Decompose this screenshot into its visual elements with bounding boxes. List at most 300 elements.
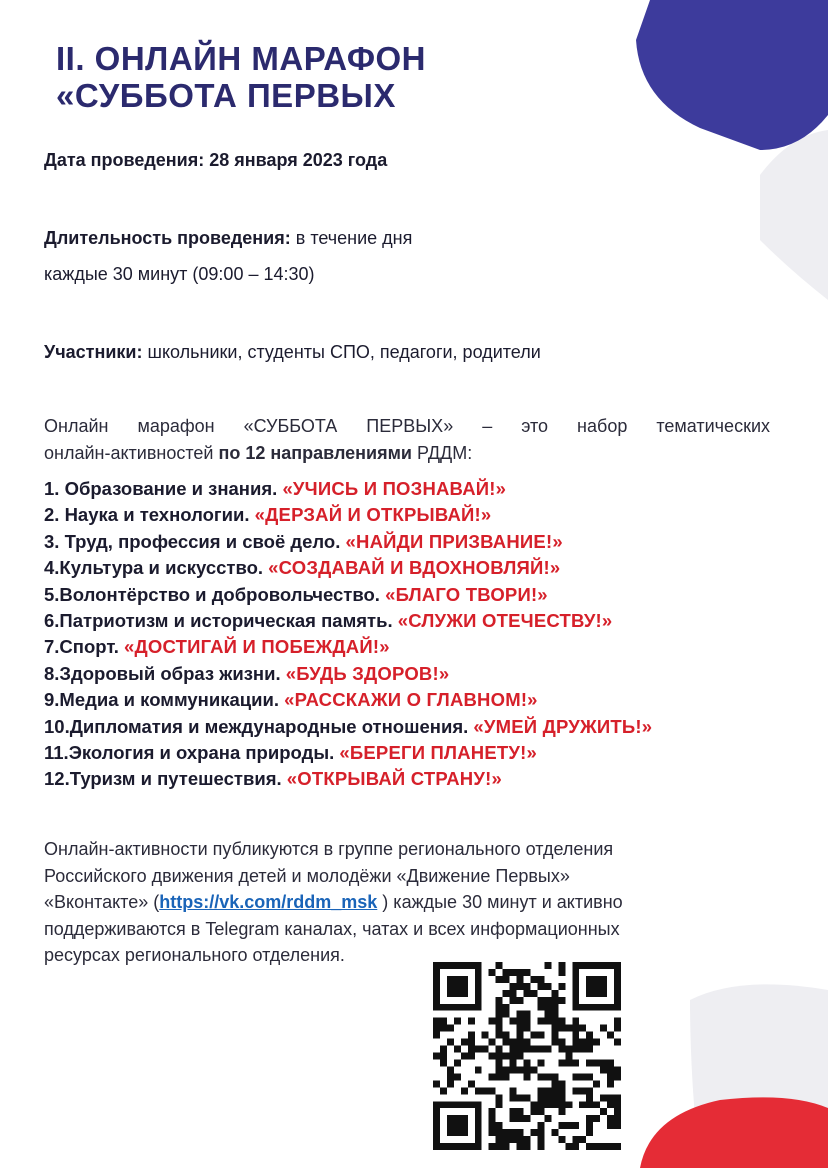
qr-module: [517, 1094, 524, 1101]
qr-module: [565, 1122, 572, 1129]
qr-module: [503, 1143, 510, 1150]
qr-module: [496, 1046, 503, 1053]
slogan: «УМЕЙ ДРУЖИТЬ!»: [473, 715, 653, 737]
footer-line-5: ресурсах регионального отделения.: [44, 945, 345, 965]
qr-module: [586, 976, 593, 983]
qr-module: [614, 997, 621, 1004]
qr-module: [530, 976, 537, 983]
qr-module: [510, 1129, 517, 1136]
qr-module: [614, 1073, 621, 1080]
qr-module: [558, 1101, 565, 1108]
qr-module: [475, 1066, 482, 1073]
qr-module: [544, 1094, 551, 1101]
qr-module: [468, 962, 475, 969]
qr-module: [579, 1136, 586, 1143]
qr-module: [551, 1073, 558, 1080]
event-duration: [44, 228, 412, 249]
qr-module: [586, 962, 593, 969]
qr-module: [503, 1066, 510, 1073]
qr-module: [454, 1115, 461, 1122]
qr-module: [537, 1087, 544, 1094]
qr-module: [510, 1018, 517, 1025]
qr-module: [544, 1073, 551, 1080]
qr-module: [517, 969, 524, 976]
qr-module: [475, 1122, 482, 1129]
qr-module: [593, 1039, 600, 1046]
qr-module: [558, 1046, 565, 1053]
grey-shape-top-right: [760, 130, 828, 300]
qr-module: [454, 976, 461, 983]
qr-module: [489, 1108, 496, 1115]
qr-module: [496, 1059, 503, 1066]
qr-module: [607, 1101, 614, 1108]
qr-module: [614, 1004, 621, 1011]
slogan: «СОЗДАВАЙ И ВДОХНОВЛЯЙ!»: [268, 557, 561, 579]
qr-module: [454, 1004, 461, 1011]
qr-module: [461, 1122, 468, 1129]
qr-module: [607, 1080, 614, 1087]
qr-module: [489, 1129, 496, 1136]
qr-module: [510, 1115, 517, 1122]
qr-module: [614, 1025, 621, 1032]
qr-module: [572, 1122, 579, 1129]
qr-module: [475, 1115, 482, 1122]
qr-module: [496, 962, 503, 969]
directions-list: [44, 478, 652, 795]
slogan: «ДЕРЗАЙ И ОТКРЫВАЙ!»: [254, 504, 492, 526]
qr-module: [530, 1108, 537, 1115]
qr-module: [503, 1073, 510, 1080]
qr-module: [565, 1046, 572, 1053]
qr-module: [565, 1059, 572, 1066]
qr-module: [510, 1046, 517, 1053]
qr-code-icon[interactable]: [433, 962, 621, 1150]
qr-module: [593, 962, 600, 969]
qr-module: [551, 1039, 558, 1046]
qr-module: [496, 1025, 503, 1032]
slogan: «НАЙДИ ПРИЗВАНИЕ!»: [345, 530, 563, 552]
qr-module: [489, 1018, 496, 1025]
qr-module: [468, 1101, 475, 1108]
qr-module: [572, 1046, 579, 1053]
vk-group-link[interactable]: https://vk.com/rddm_msk: [159, 892, 378, 912]
qr-module: [593, 1101, 600, 1108]
qr-module: [468, 1004, 475, 1011]
qr-module: [572, 1087, 579, 1094]
qr-module: [586, 1087, 593, 1094]
qr-module: [440, 1004, 447, 1011]
qr-module: [517, 1143, 524, 1150]
qr-module: [517, 1136, 524, 1143]
qr-module: [475, 1136, 482, 1143]
qr-module: [607, 1032, 614, 1039]
qr-module: [558, 1039, 565, 1046]
qr-module: [614, 1018, 621, 1025]
list-item: 4.Культура и искусство. «СОЗДАВАЙ И ВДОХНОВЛЯЙ!»: [44, 557, 561, 579]
qr-module: [524, 1066, 531, 1073]
qr-module: [537, 1073, 544, 1080]
qr-module: [517, 1108, 524, 1115]
qr-module: [433, 1032, 440, 1039]
qr-module: [600, 976, 607, 983]
event-participants: [44, 342, 541, 363]
qr-module: [558, 962, 565, 969]
qr-module: [510, 983, 517, 990]
qr-module: [524, 983, 531, 990]
qr-module: [517, 997, 524, 1004]
slogan: «УЧИСЬ И ПОЗНАВАЙ!»: [282, 478, 507, 499]
qr-module: [544, 1115, 551, 1122]
qr-module: [565, 1143, 572, 1150]
qr-module: [537, 1004, 544, 1011]
qr-module: [496, 1136, 503, 1143]
qr-module: [572, 1032, 579, 1039]
qr-module: [524, 1018, 531, 1025]
intro-line-1: Онлайн марафон «СУББОТА ПЕРВЫХ» – это набор тематических: [44, 416, 770, 436]
qr-module: [607, 1094, 614, 1101]
qr-module: [447, 983, 454, 990]
qr-module: [558, 1018, 565, 1025]
qr-module: [496, 1011, 503, 1018]
qr-module: [468, 1018, 475, 1025]
qr-module: [544, 962, 551, 969]
qr-module: [433, 1129, 440, 1136]
slogan: «ОТКРЫВАЙ СТРАНУ!»: [286, 768, 502, 790]
qr-module: [454, 1143, 461, 1150]
qr-module: [565, 1025, 572, 1032]
qr-module: [510, 969, 517, 976]
qr-module: [607, 1115, 614, 1122]
qr-module: [482, 1032, 489, 1039]
qr-module: [524, 1136, 531, 1143]
qr-module: [593, 1080, 600, 1087]
qr-module: [558, 1059, 565, 1066]
qr-module: [586, 1122, 593, 1129]
qr-module: [551, 1011, 558, 1018]
qr-module: [524, 1143, 531, 1150]
qr-module: [558, 1136, 565, 1143]
qr-module: [461, 1129, 468, 1136]
qr-module: [593, 976, 600, 983]
qr-module: [600, 1025, 607, 1032]
qr-module: [558, 969, 565, 976]
qr-module: [544, 997, 551, 1004]
qr-module: [461, 962, 468, 969]
qr-module: [530, 1046, 537, 1053]
qr-module: [454, 1046, 461, 1053]
qr-module: [517, 1129, 524, 1136]
list-item: 3. Труд, профессия и своё дело. «НАЙДИ ПРИЗВАНИЕ!»: [44, 530, 563, 552]
qr-module: [524, 1094, 531, 1101]
qr-module: [551, 1094, 558, 1101]
qr-module: [433, 1025, 440, 1032]
qr-module: [614, 990, 621, 997]
participants-value: школьники, студенты СПО, педагоги, родители: [147, 342, 541, 362]
qr-module: [503, 1039, 510, 1046]
qr-module: [517, 1018, 524, 1025]
qr-module: [489, 1115, 496, 1122]
qr-module: [614, 1039, 621, 1046]
qr-module: [496, 1122, 503, 1129]
qr-module: [517, 1115, 524, 1122]
qr-module: [551, 997, 558, 1004]
qr-module: [593, 1115, 600, 1122]
qr-module: [447, 976, 454, 983]
slogan: «СЛУЖИ ОТЕЧЕСТВУ!»: [397, 609, 613, 631]
qr-module: [586, 1039, 593, 1046]
qr-module: [475, 1108, 482, 1115]
qr-module: [503, 976, 510, 983]
qr-module: [537, 1101, 544, 1108]
qr-module: [558, 1108, 565, 1115]
qr-module: [433, 962, 440, 969]
qr-module: [517, 1011, 524, 1018]
qr-module: [600, 1066, 607, 1073]
qr-module: [572, 1059, 579, 1066]
title-line-2: «СУББОТА ПЕРВЫХ: [56, 77, 396, 114]
slogan: «БУДЬ ЗДОРОВ!»: [285, 662, 450, 684]
slogan: «РАССКАЖИ О ГЛАВНОМ!»: [284, 689, 538, 711]
qr-module: [614, 983, 621, 990]
qr-module: [433, 1004, 440, 1011]
qr-module: [475, 1101, 482, 1108]
qr-module: [475, 990, 482, 997]
qr-module: [433, 1080, 440, 1087]
event-date: [44, 150, 387, 171]
qr-module: [454, 990, 461, 997]
list-item: 10.Дипломатия и международные отношения. «УМЕЙ ДРУЖИТЬ!»: [44, 715, 653, 737]
qr-module: [586, 1115, 593, 1122]
qr-module: [440, 1087, 447, 1094]
qr-module: [537, 1129, 544, 1136]
qr-module: [600, 983, 607, 990]
qr-module: [614, 976, 621, 983]
footer-paragraph: [44, 836, 770, 969]
qr-module: [475, 1143, 482, 1150]
qr-module: [586, 990, 593, 997]
footer-line-1: Онлайн-активности публикуются в группе регионального отделения: [44, 839, 614, 859]
qr-module: [468, 1046, 475, 1053]
qr-module: [614, 1143, 621, 1150]
qr-module: [510, 1108, 517, 1115]
qr-module: [482, 1087, 489, 1094]
qr-module: [475, 997, 482, 1004]
duration-label: Длительность проведения:: [44, 228, 291, 248]
list-item: 12.Туризм и путешествия. «ОТКРЫВАЙ СТРАНУ!»: [44, 768, 502, 790]
qr-module: [579, 1004, 586, 1011]
qr-module: [503, 1032, 510, 1039]
qr-module: [447, 1080, 454, 1087]
qr-module: [558, 1122, 565, 1129]
date-label: Дата проведения:: [44, 150, 205, 170]
qr-module: [524, 1011, 531, 1018]
qr-module: [558, 1087, 565, 1094]
qr-module: [607, 962, 614, 969]
qr-module: [433, 990, 440, 997]
qr-module: [551, 1087, 558, 1094]
qr-module: [440, 962, 447, 969]
qr-module: [503, 1004, 510, 1011]
qr-module: [524, 1039, 531, 1046]
qr-module: [517, 1032, 524, 1039]
qr-module: [524, 969, 531, 976]
qr-module: [510, 1094, 517, 1101]
qr-module: [440, 1143, 447, 1150]
qr-module: [510, 1136, 517, 1143]
qr-module: [496, 1143, 503, 1150]
qr-module: [447, 1115, 454, 1122]
qr-module: [586, 983, 593, 990]
qr-module: [544, 1011, 551, 1018]
qr-module: [551, 1080, 558, 1087]
qr-module: [558, 1080, 565, 1087]
qr-module: [433, 1053, 440, 1060]
qr-module: [551, 1032, 558, 1039]
qr-module: [454, 1101, 461, 1108]
qr-module: [461, 1115, 468, 1122]
qr-module: [572, 1039, 579, 1046]
qr-module: [537, 1094, 544, 1101]
qr-module: [586, 1032, 593, 1039]
qr-module: [614, 1108, 621, 1115]
qr-module: [503, 1136, 510, 1143]
qr-module: [579, 1039, 586, 1046]
duration-value: в течение дня: [295, 228, 413, 248]
qr-module: [496, 976, 503, 983]
qr-module: [537, 1059, 544, 1066]
slogan: «ДОСТИГАЙ И ПОБЕЖДАЙ!»: [124, 636, 390, 658]
qr-module: [544, 1101, 551, 1108]
qr-module: [537, 1143, 544, 1150]
qr-module: [447, 1143, 454, 1150]
qr-module: [524, 1059, 531, 1066]
qr-module: [524, 1025, 531, 1032]
qr-module: [537, 976, 544, 983]
slogan: «БЕРЕГИ ПЛАНЕТУ!»: [339, 741, 537, 763]
qr-module: [607, 1143, 614, 1150]
footer-line-3: «Вконтакте» (https://vk.com/rddm_msk ) каждые 30 минут и активно: [44, 892, 623, 912]
qr-module: [496, 1101, 503, 1108]
qr-module: [475, 1087, 482, 1094]
qr-module: [558, 1025, 565, 1032]
qr-module: [579, 1025, 586, 1032]
qr-module: [600, 1059, 607, 1066]
qr-module: [544, 1004, 551, 1011]
qr-module: [517, 1053, 524, 1060]
qr-module: [572, 962, 579, 969]
qr-module: [447, 1122, 454, 1129]
qr-module: [517, 1066, 524, 1073]
qr-module: [524, 1115, 531, 1122]
qr-module: [537, 1136, 544, 1143]
qr-module: [537, 983, 544, 990]
qr-module: [489, 969, 496, 976]
qr-module: [572, 1136, 579, 1143]
qr-module: [510, 997, 517, 1004]
qr-module: [551, 990, 558, 997]
qr-module: [461, 1143, 468, 1150]
qr-module: [496, 1053, 503, 1060]
qr-module: [600, 1108, 607, 1115]
qr-module: [572, 990, 579, 997]
qr-module: [544, 1046, 551, 1053]
qr-module: [586, 1059, 593, 1066]
qr-module: [461, 983, 468, 990]
qr-module: [468, 1080, 475, 1087]
qr-module: [579, 1073, 586, 1080]
qr-module: [447, 1129, 454, 1136]
qr-module: [433, 1143, 440, 1150]
qr-module: [482, 1046, 489, 1053]
list-item: 2. Наука и технологии. «ДЕРЗАЙ И ОТКРЫВАЙ!»: [44, 504, 492, 526]
list-item: 5.Волонтёрство и добровольчество. «БЛАГО ТВОРИ!»: [44, 583, 548, 605]
qr-module: [454, 983, 461, 990]
qr-module: [468, 1053, 475, 1060]
qr-module: [586, 1129, 593, 1136]
qr-module: [468, 1039, 475, 1046]
qr-module: [503, 1129, 510, 1136]
qr-module: [496, 1004, 503, 1011]
qr-module: [454, 962, 461, 969]
qr-module: [440, 1025, 447, 1032]
qr-module: [447, 962, 454, 969]
qr-module: [537, 1018, 544, 1025]
qr-module: [468, 1032, 475, 1039]
qr-module: [593, 1143, 600, 1150]
qr-module: [454, 1073, 461, 1080]
qr-module: [607, 1122, 614, 1129]
qr-module: [614, 1094, 621, 1101]
blue-shape-top-right: [636, 0, 828, 150]
qr-module: [579, 962, 586, 969]
qr-module: [579, 1046, 586, 1053]
qr-module: [544, 1087, 551, 1094]
qr-module: [510, 1059, 517, 1066]
qr-module: [447, 1101, 454, 1108]
qr-module: [572, 1025, 579, 1032]
qr-module: [517, 976, 524, 983]
duration-schedule: каждые 30 минут (09:00 – 14:30): [44, 264, 315, 284]
qr-module: [440, 1046, 447, 1053]
qr-module: [572, 1073, 579, 1080]
qr-module: [433, 1115, 440, 1122]
qr-module: [600, 1004, 607, 1011]
qr-module: [551, 1018, 558, 1025]
qr-module: [461, 1087, 468, 1094]
qr-module: [524, 1073, 531, 1080]
qr-module: [461, 990, 468, 997]
qr-module: [489, 1122, 496, 1129]
qr-module: [475, 1046, 482, 1053]
qr-module: [447, 1004, 454, 1011]
qr-module: [551, 1129, 558, 1136]
qr-module: [586, 1004, 593, 1011]
qr-module: [517, 1046, 524, 1053]
qr-module: [475, 976, 482, 983]
qr-module: [517, 1039, 524, 1046]
qr-module: [489, 1143, 496, 1150]
qr-module: [489, 1087, 496, 1094]
qr-module: [551, 1025, 558, 1032]
qr-module: [537, 1032, 544, 1039]
qr-module: [593, 983, 600, 990]
qr-module: [489, 1039, 496, 1046]
qr-module: [614, 1101, 621, 1108]
list-item: 1. Образование и знания. «УЧИСЬ И ПОЗНАВАЙ!»: [44, 478, 507, 499]
qr-module: [447, 990, 454, 997]
qr-module: [593, 990, 600, 997]
qr-module: [614, 1066, 621, 1073]
